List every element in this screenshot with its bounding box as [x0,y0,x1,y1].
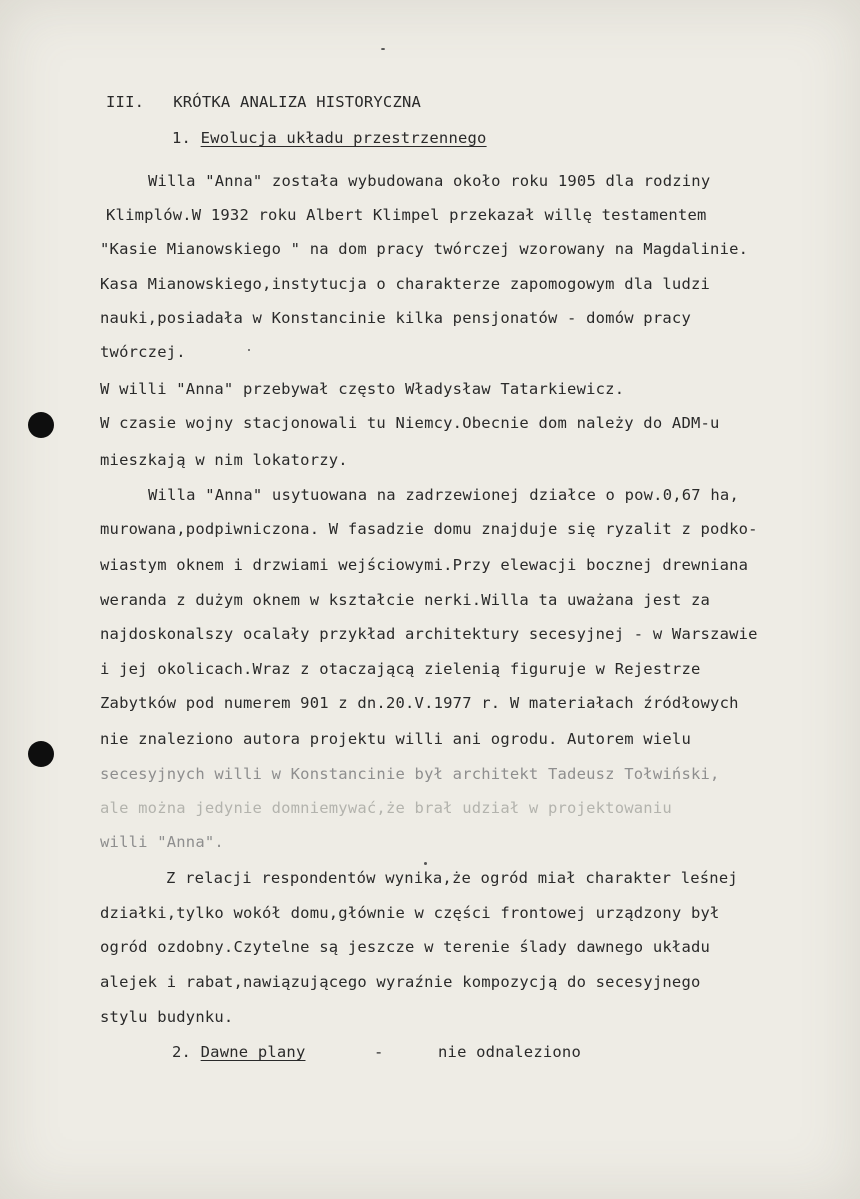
text-line: stylu budynku. [100,1008,234,1026]
speck [381,48,385,50]
text-line: mieszkają w nim lokatorzy. [100,451,348,469]
speck [248,349,250,351]
text-line: twórczej. [100,343,186,361]
text-line: Willa "Anna" została wybudowana około roku 1905 dla rodziny [148,172,711,190]
text-line: Kasa Mianowskiego,instytucja o charakterze zapomogowym dla ludzi [100,275,711,293]
text-line: Z relacji respondentów wynika,że ogród miał charakter leśnej [166,869,738,887]
subsection-1-heading [172,128,487,148]
text-line: nauki,posiadała w Konstancinie kilka pensjonatów - domów pracy [100,309,691,327]
speck [424,862,427,865]
text-line: nie znaleziono autora projektu willi ani ogrodu. Autorem wielu [100,730,691,748]
text-line: wiastym oknem i drzwiami wejściowymi.Przy elewacji bocznej drewniana [100,556,749,574]
subsection-1-title: Ewolucja układu przestrzennego [200,129,487,147]
section-number: III. [106,93,145,111]
subsection-1-number: 1. [172,129,192,147]
text-line: Zabytków pod numerem 901 z dn.20.V.1977 r. W materiałach źródłowych [100,694,739,712]
text-line: ogród ozdobny.Czytelne są jeszcze w terenie ślady dawnego układu [100,938,711,956]
text-line: Willa "Anna" usytuowana na zadrzewionej działce o pow.0,67 ha, [148,486,739,504]
text-line: weranda z dużym oknem w kształcie nerki.Willa ta uważana jest za [100,591,711,609]
text-line: i jej okolicach.Wraz z otaczającą zielenią figuruje w Rejestrze [100,660,701,678]
section-heading [106,92,421,112]
text-line: W willi "Anna" przebywał często Władysław Tatarkiewicz. [100,380,625,398]
text-line: działki,tylko wokół domu,głównie w części frontowej urządzony był [100,904,720,922]
section-title: KRÓTKA ANALIZA HISTORYCZNA [173,93,422,111]
subsection-2-value: nie odnaleziono [438,1043,581,1061]
punch-hole-bottom [28,741,54,767]
text-line-faded: secesyjnych willi w Konstancinie był architekt Tadeusz Tołwiński, [100,765,720,783]
text-line: najdoskonalszy ocalały przykład architektury secesyjnej - w Warszawie [100,625,758,643]
text-line: "Kasie Mianowskiego " na dom pracy twórczej wzorowany na Magdalinie. [100,240,749,258]
subsection-2-heading [172,1042,305,1062]
subsection-2-number: 2. [172,1043,192,1061]
text-line: W czasie wojny stacjonowali tu Niemcy.Obecnie dom należy do ADM-u [100,414,720,432]
text-line: murowana,podpiwniczona. W fasadzie domu znajduje się ryzalit z podko- [100,520,758,538]
text-line: alejek i rabat,nawiązującego wyraźnie kompozycją do secesyjnego [100,973,701,991]
text-line: Klimplów.W 1932 roku Albert Klimpel przekazał willę testamentem [106,206,707,224]
text-line-faded: willi "Anna". [100,833,224,851]
punch-hole-top [28,412,54,438]
subsection-2-dash: - [374,1043,384,1061]
subsection-2-title: Dawne plany [200,1043,306,1061]
text-line-faded: ale można jedynie domniemywać,że brał udział w projektowaniu [100,799,672,817]
